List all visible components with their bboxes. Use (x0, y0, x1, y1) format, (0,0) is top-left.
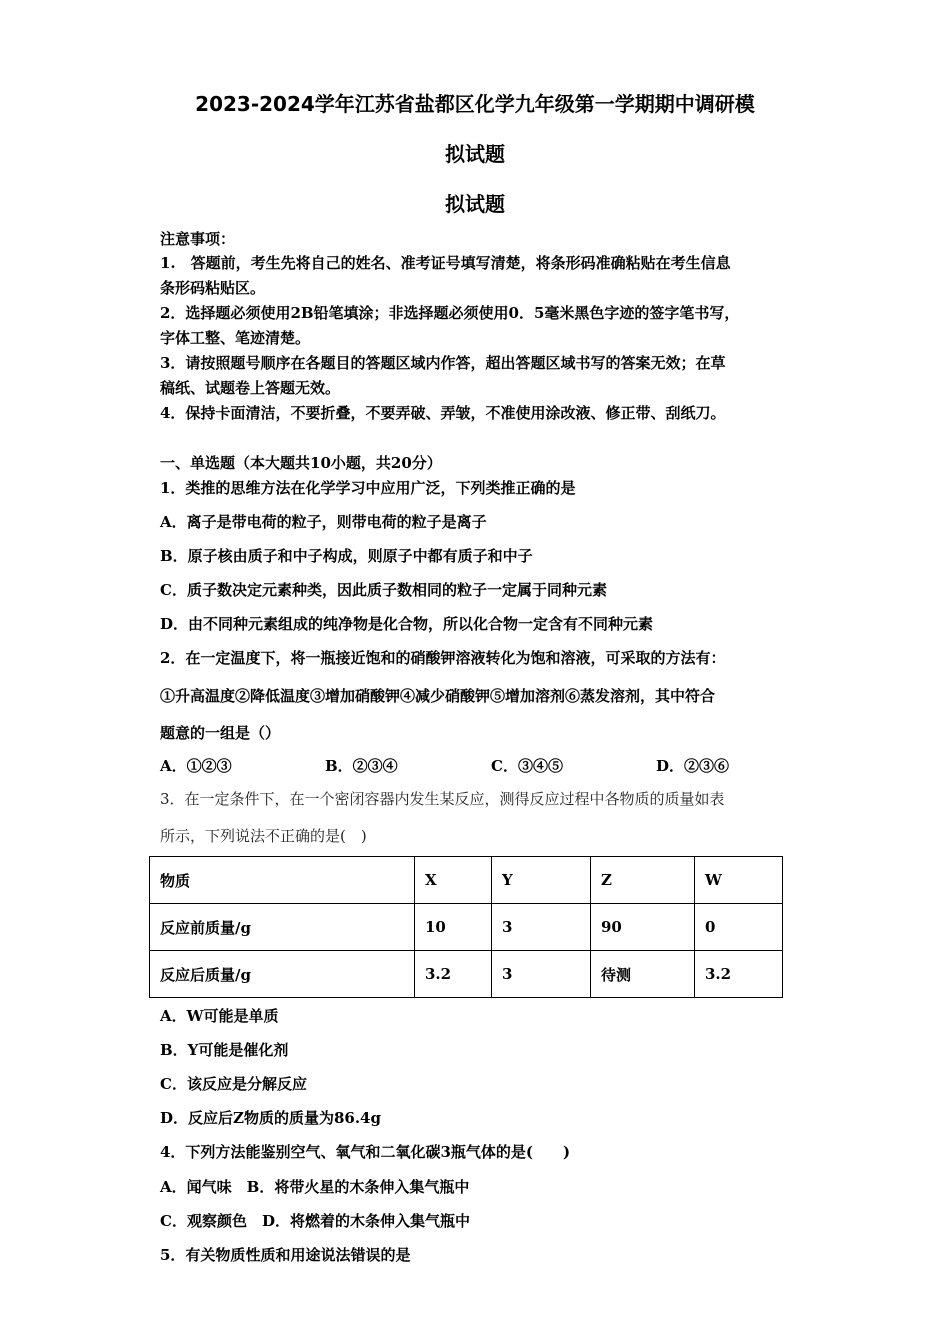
notice-line: 字体工整、笔迹清楚。 (160, 329, 311, 347)
question-2-stem-line3: 题意的一组是（） (160, 724, 281, 742)
question-1-option-a: A．离子是带电荷的粒子，则带电荷的粒子是离子 (160, 513, 487, 531)
notice-line: 2．选择题必须使用2B铅笔填涂；非选择题必须使用0．5毫米黑色字迹的签字笔书写， (160, 304, 740, 322)
table-cell: 3.2 (415, 951, 492, 998)
table-cell: 90 (591, 904, 695, 951)
question-2-option-c: C．③④⑤ (491, 757, 563, 775)
question-2-stem-line2: ①升高温度②降低温度③增加硝酸钾④减少硝酸钾⑤增加溶剂⑥蒸发溶剂，其中符合 (160, 687, 716, 705)
question-3-option-d: D．反应后Z物质的质量为86.4g (160, 1109, 381, 1127)
table-header-cell: W (695, 857, 783, 904)
table-cell: 待测 (591, 951, 695, 998)
question-3-option-c: C．该反应是分解反应 (160, 1075, 307, 1093)
question-3-option-b: B．Y可能是催化剂 (160, 1041, 289, 1059)
table-row (150, 904, 783, 951)
table-cell: 3 (492, 904, 591, 951)
table-header-cell: Z (591, 857, 695, 904)
question-1-option-d: D．由不同种元素组成的纯净物是化合物，所以化合物一定含有不同种元素 (160, 615, 654, 633)
question-4-options-line1: A．闻气味 B．将带火星的木条伸入集气瓶中 (160, 1178, 470, 1196)
mass-table (149, 856, 783, 998)
exam-title-line2: 拟试题 (445, 142, 505, 166)
question-1-option-c: C．质子数决定元素种类，因此质子数相同的粒子一定属于同种元素 (160, 581, 607, 599)
question-4-stem: 4．下列方法能鉴别空气、氧气和二氧化碳3瓶气体的是( ) (160, 1143, 571, 1161)
question-4-options-line2: C．观察颜色 D．将燃着的木条伸入集气瓶中 (160, 1212, 470, 1230)
table-cell: 反应后质量/g (150, 951, 415, 998)
question-2-option-b: B．②③④ (325, 757, 398, 775)
question-3-stem-line2: 所示，下列说法不正确的是( ) (160, 827, 367, 845)
table-cell: 反应前质量/g (150, 904, 415, 951)
exam-title-line3: 拟试题 (445, 192, 505, 216)
table-cell: 3 (492, 951, 591, 998)
table-cell: 10 (415, 904, 492, 951)
table-header-cell: X (415, 857, 492, 904)
table-cell: 0 (695, 904, 783, 951)
notice-heading: 注意事项： (160, 230, 236, 248)
question-3-option-a: A．W可能是单质 (160, 1007, 279, 1025)
section-heading: 一、单选题（本大题共10小题，共20分） (160, 454, 442, 472)
exam-title-line1: 2023-2024学年江苏省盐都区化学九年级第一学期期中调研模 (195, 92, 755, 116)
question-1-option-b: B．原子核由质子和中子构成，则原子中都有质子和中子 (160, 547, 533, 565)
notice-line: 3．请按照题号顺序在各题目的答题区域内作答，超出答题区域书写的答案无效；在草 (160, 354, 726, 372)
question-5-stem: 5．有关物质性质和用途说法错误的是 (160, 1246, 411, 1264)
question-3-stem-line1: 3．在一定条件下，在一个密闭容器内发生某反应，测得反应过程中各物质的质量如表 (160, 790, 725, 808)
table-header-cell: Y (492, 857, 591, 904)
notice-line: 1. 答题前，考生先将自己的姓名、准考证号填写清楚，将条形码准确粘贴在考生信息 (160, 254, 731, 272)
table-header-row (150, 857, 783, 904)
notice-line: 条形码粘贴区。 (160, 279, 266, 297)
question-2-stem-line1: 2．在一定温度下，将一瓶接近饱和的硝酸钾溶液转化为饱和溶液，可采取的方法有： (160, 649, 726, 667)
question-1-stem: 1．类推的思维方法在化学学习中应用广泛，下列类推正确的是 (160, 479, 576, 497)
question-2-option-a: A．①②③ (160, 757, 232, 775)
table-cell: 3.2 (695, 951, 783, 998)
table-header-cell: 物质 (150, 857, 415, 904)
question-2-option-d: D．②③⑥ (656, 757, 730, 775)
notice-line: 稿纸、试题卷上答题无效。 (160, 379, 341, 397)
notice-line: 4．保持卡面清洁，不要折叠，不要弄破、弄皱，不准使用涂改液、修正带、刮纸刀。 (160, 404, 726, 422)
table-row (150, 951, 783, 998)
